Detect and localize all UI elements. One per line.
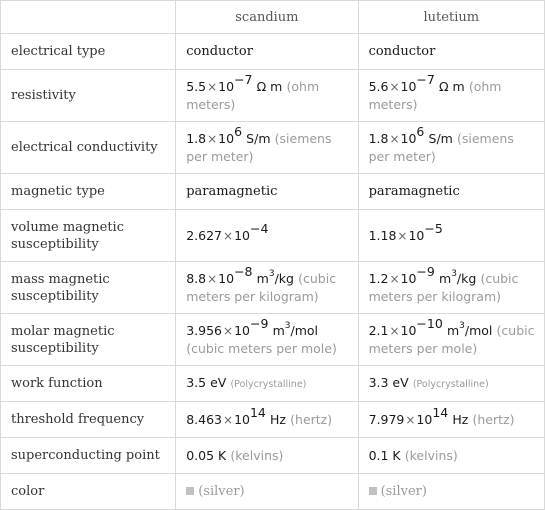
- value-unit: S/m: [246, 130, 271, 146]
- value-description: (cubic meters per kilogram): [368, 270, 519, 304]
- value-exponent: 14: [249, 405, 266, 421]
- times-sign: ×: [405, 412, 416, 427]
- unit-base: m: [439, 270, 452, 286]
- value-base: 10: [400, 130, 417, 146]
- value-exponent: −5: [424, 221, 443, 237]
- color-name: (silver): [380, 484, 427, 499]
- value-unit: [273, 323, 318, 338]
- color-name: (silver): [198, 484, 245, 499]
- value-description: (hertz): [472, 411, 515, 427]
- scandium-molar-susceptibility: [176, 314, 358, 366]
- value-mantissa: 3.956: [186, 322, 223, 338]
- unit-suffix: /kg: [274, 270, 294, 286]
- row-label-resistivity: resistivity: [1, 70, 176, 122]
- value-base: 10: [234, 411, 250, 427]
- row-label-mass-susceptibility: mass magnetic susceptibility: [1, 262, 176, 314]
- value-base: 10: [218, 78, 235, 94]
- value-mantissa: 2.1: [368, 322, 389, 338]
- table-row: [1, 70, 545, 122]
- row-label-work-function: work function: [1, 366, 176, 402]
- row-label-threshold-frequency: threshold frequency: [1, 402, 176, 438]
- value-exponent: 6: [416, 124, 425, 140]
- value-exponent: 14: [432, 405, 449, 421]
- value-base: 10: [218, 130, 235, 146]
- value-exponent: −9: [249, 316, 269, 332]
- value-base: 10: [400, 78, 417, 94]
- table-row: [1, 262, 545, 314]
- value-exponent: −10: [416, 316, 443, 332]
- value-base: 10: [234, 227, 250, 243]
- scandium-mass-susceptibility: [176, 262, 358, 314]
- times-sign: ×: [389, 131, 400, 146]
- lutetium-work-function: [358, 366, 544, 402]
- value-description: (siemens per meter): [186, 130, 332, 164]
- lutetium-molar-susceptibility: [358, 314, 544, 366]
- scandium-electrical-type: conductor: [176, 34, 358, 70]
- times-sign: ×: [207, 271, 218, 286]
- table-row: [1, 314, 545, 366]
- value-with-unit: 3.5 eV: [186, 375, 227, 390]
- table-row: [1, 174, 545, 210]
- value-mantissa: 5.6: [368, 78, 389, 94]
- value-mantissa: 1.8: [186, 130, 207, 146]
- table-row: [1, 366, 545, 402]
- unit-suffix: /kg: [456, 270, 477, 286]
- lutetium-mass-susceptibility: [358, 262, 544, 314]
- scandium-conductivity: [176, 122, 358, 174]
- value-unit: [439, 271, 476, 286]
- value-description: (Polycrystalline): [412, 379, 489, 390]
- value-exponent: −7: [234, 72, 253, 88]
- row-label-magnetic-type: magnetic type: [1, 174, 176, 210]
- value-base: 10: [416, 411, 433, 427]
- lutetium-threshold-frequency: [358, 402, 544, 438]
- value-exponent: −7: [416, 72, 435, 88]
- value-unit: Ω m: [439, 78, 465, 94]
- scandium-magnetic-type: paramagnetic: [176, 174, 358, 210]
- value-base: 10: [400, 270, 417, 286]
- row-label-electrical-type: electrical type: [1, 34, 176, 70]
- value-with-unit: 0.05 K: [186, 447, 227, 463]
- unit-exponent: 3: [459, 321, 465, 332]
- value-description: (kelvins): [230, 447, 284, 463]
- unit-exponent: 3: [451, 269, 457, 280]
- value-mantissa: 7.979: [368, 411, 405, 427]
- scandium-work-function: [176, 366, 358, 402]
- scandium-resistivity: [176, 70, 358, 122]
- table-row: [1, 122, 545, 174]
- value-with-unit: 3.3 eV: [368, 375, 409, 390]
- row-label-molar-susceptibility: molar magnetic susceptibility: [1, 314, 176, 366]
- value-description: (ohm meters): [368, 78, 502, 112]
- row-label-volume-susceptibility: volume magnetic susceptibility: [1, 210, 176, 262]
- value-description: (Polycrystalline): [230, 379, 307, 390]
- header-lutetium: lutetium: [358, 1, 544, 34]
- times-sign: ×: [389, 271, 400, 286]
- unit-exponent: 3: [268, 269, 275, 280]
- table-row: [1, 210, 545, 262]
- value-description: (ohm meters): [186, 78, 320, 112]
- scandium-superconducting-point: [176, 438, 358, 474]
- value-base: 10: [218, 270, 235, 286]
- table-row: [1, 438, 545, 474]
- times-sign: ×: [389, 79, 400, 94]
- lutetium-volume-susceptibility: [358, 210, 544, 262]
- value-description: (cubic meters per kilogram): [186, 270, 337, 304]
- row-label-superconducting-point: superconducting point: [1, 438, 176, 474]
- unit-suffix: /mol: [290, 322, 318, 338]
- scandium-threshold-frequency: [176, 402, 358, 438]
- scandium-volume-susceptibility: [176, 210, 358, 262]
- lutetium-superconducting-point: [358, 438, 544, 474]
- value-unit: [257, 271, 294, 286]
- lutetium-color: [358, 474, 544, 510]
- lutetium-resistivity: [358, 70, 544, 122]
- value-exponent: −8: [234, 264, 253, 280]
- value-description: (cubic meters per mole): [368, 322, 535, 356]
- lutetium-electrical-type: conductor: [358, 34, 544, 70]
- times-sign: ×: [207, 131, 218, 146]
- value-description: (kelvins): [404, 447, 458, 463]
- scandium-color: [176, 474, 358, 510]
- value-mantissa: 8.463: [186, 411, 223, 427]
- unit-base: m: [446, 322, 460, 338]
- times-sign: ×: [223, 228, 234, 243]
- value-description: (cubic meters per mole): [186, 340, 337, 356]
- unit-exponent: 3: [284, 321, 291, 332]
- value-exponent: 6: [234, 124, 243, 140]
- table-row: [1, 474, 545, 510]
- value-unit: Ω m: [256, 78, 283, 94]
- value-exponent: −4: [249, 221, 269, 237]
- table-row: [1, 34, 545, 70]
- value-mantissa: 8.8: [186, 270, 207, 286]
- value-mantissa: 1.2: [368, 270, 389, 286]
- value-unit: Hz: [270, 411, 286, 427]
- unit-base: m: [256, 270, 269, 286]
- value-description: (hertz): [290, 411, 333, 427]
- value-mantissa: 5.5: [186, 78, 207, 94]
- times-sign: ×: [223, 412, 234, 427]
- times-sign: ×: [223, 323, 234, 338]
- unit-suffix: /mol: [464, 322, 493, 338]
- row-label-color: color: [1, 474, 176, 510]
- value-mantissa: 1.8: [368, 130, 389, 146]
- lutetium-conductivity: [358, 122, 544, 174]
- value-description: (siemens per meter): [368, 130, 514, 164]
- value-with-unit: 0.1 K: [368, 447, 401, 463]
- value-mantissa: 2.627: [186, 227, 223, 243]
- header-blank: [1, 1, 176, 34]
- header-scandium: scandium: [176, 1, 358, 34]
- value-unit: [447, 323, 492, 338]
- lutetium-magnetic-type: paramagnetic: [358, 174, 544, 210]
- value-base: 10: [400, 322, 417, 338]
- value-base: 10: [234, 322, 250, 338]
- value-unit: Hz: [452, 411, 469, 427]
- value-base: 10: [408, 227, 425, 243]
- times-sign: ×: [389, 323, 400, 338]
- color-swatch: [186, 487, 194, 495]
- unit-base: m: [272, 322, 285, 338]
- header-row: [1, 1, 545, 34]
- row-label-electrical-conductivity: electrical conductivity: [1, 122, 176, 174]
- value-mantissa: 1.18: [368, 227, 397, 243]
- value-exponent: −9: [416, 264, 435, 280]
- times-sign: ×: [397, 228, 408, 243]
- value-unit: S/m: [428, 130, 453, 146]
- times-sign: ×: [207, 79, 218, 94]
- color-swatch: [369, 487, 377, 495]
- table-row: [1, 402, 545, 438]
